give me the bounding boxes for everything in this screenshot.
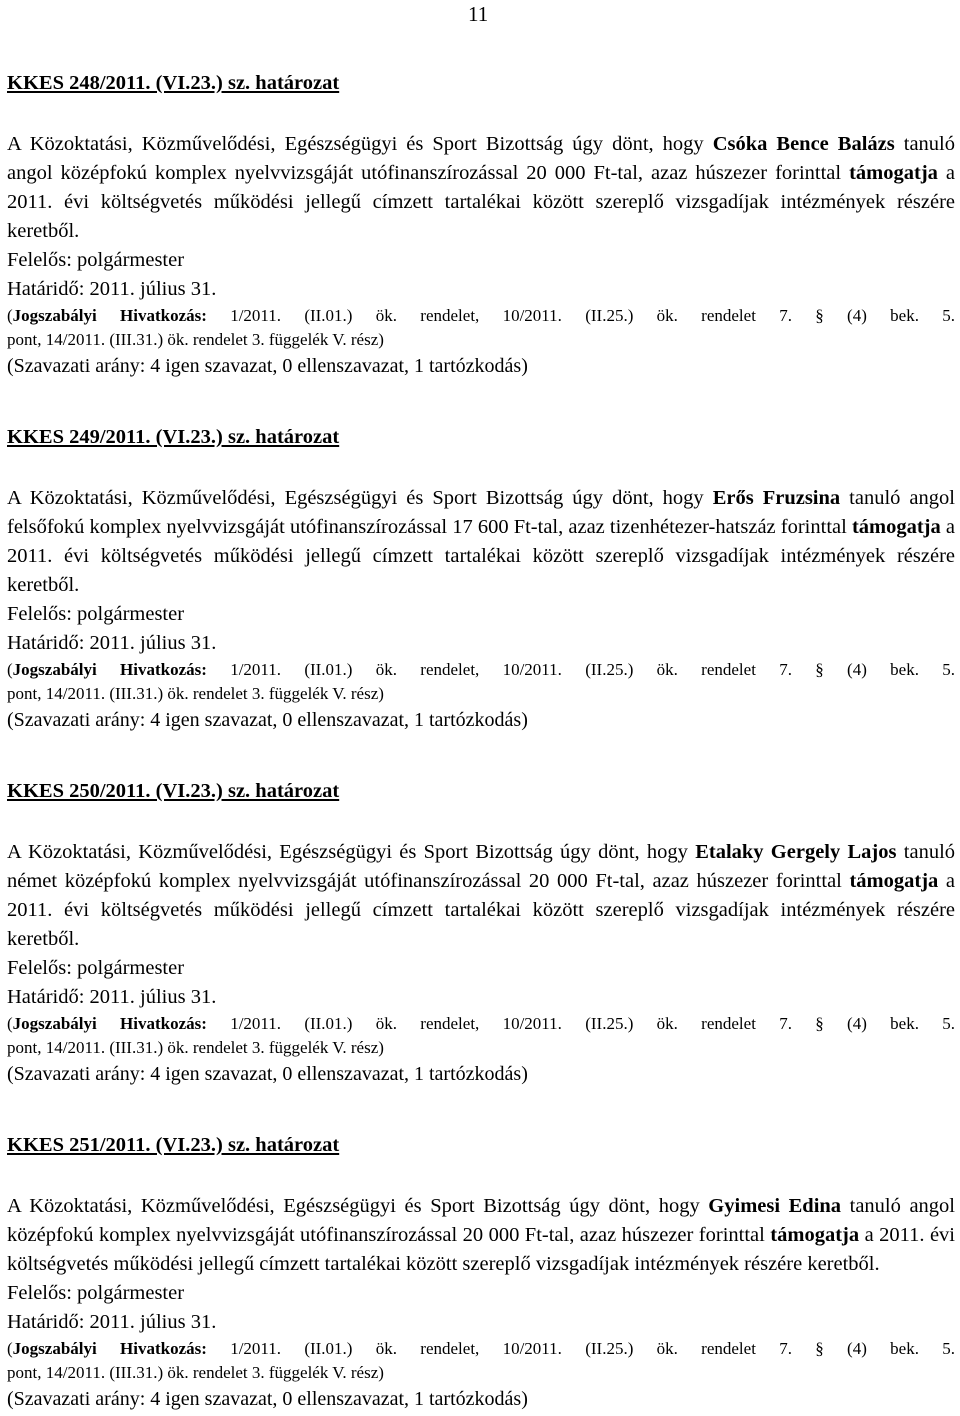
resolution-text — [7, 1192, 955, 1279]
vote-ratio: (Szavazati arány: 4 igen szavazat, 0 ellenszavazat, 1 tartózkodás) — [7, 355, 528, 377]
legal-reference: (Jogszabályi Hivatkozás: 1/2011. (II.01.) ök. rendelet, 10/2011. (II.25.) ök. rendelet 7. § (4) bek. 5. pont, 14/2011. (III.31.) ök. rendelet 3. függelék V. rész) — [7, 658, 955, 706]
vote-ratio: (Szavazati arány: 4 igen szavazat, 0 ellenszavazat, 1 tartózkodás) — [7, 1388, 528, 1410]
body-text: tanuló angol felsőfokú komplex nyelvvizsgáját utófinanszírozással 17 600 Ft-tal, azaz tizenhétezer-hatszáz forinttal — [7, 487, 955, 538]
emphasis-text: Erős Fruzsina — [712, 487, 841, 509]
body-text: a 2011. évi költségvetés működési jellegű címzett tartalékai között szereplő vizsgadíjak intézmények részére keretből. — [7, 1224, 955, 1275]
page-number: 11 — [468, 2, 489, 26]
legal-reference-label: Jogszabályi Hivatkozás: — [12, 660, 207, 679]
body-text: A Közoktatási, Közművelődési, Egészségügyi és Sport Bizottság úgy dönt, hogy — [7, 841, 696, 863]
responsible-line: Felelős: polgármester — [7, 249, 185, 271]
legal-reference-text-1: 1/2011. (II.01.) ök. rendelet, 10/2011. (II.25.) ök. rendelet 7. § (4) bek. 5. — [206, 1339, 955, 1358]
body-text: tanuló angol középfokú komplex nyelvvizsgáját utófinanszírozással 20 000 Ft-tal, azaz húszezer forinttal — [7, 133, 955, 184]
body-text: a 2011. évi költségvetés működési jellegű címzett tartalékai között szereplő vizsgadíjak intézmények részére keretből. — [7, 516, 955, 596]
legal-reference-text-2: pont, 14/2011. (III.31.) ök. rendelet 3. függelék V. rész) — [7, 684, 384, 703]
responsible-line: Felelős: polgármester — [7, 1282, 185, 1304]
legal-reference-label: Jogszabályi Hivatkozás: — [12, 1014, 207, 1033]
responsible-line: Felelős: polgármester — [7, 603, 185, 625]
deadline-line: Határidő: 2011. július 31. — [7, 632, 217, 654]
emphasis-text: támogatja — [770, 1224, 860, 1246]
legal-reference-label: Jogszabályi Hivatkozás: — [12, 306, 207, 325]
emphasis-text: Gyimesi Edina — [708, 1195, 842, 1217]
deadline-line: Határidő: 2011. július 31. — [7, 1311, 217, 1333]
deadline-line: Határidő: 2011. július 31. — [7, 278, 217, 300]
body-text: A Közoktatási, Közművelődési, Egészségügyi és Sport Bizottság úgy dönt, hogy — [7, 487, 713, 509]
legal-reference: (Jogszabályi Hivatkozás: 1/2011. (II.01.) ök. rendelet, 10/2011. (II.25.) ök. rendelet 7. § (4) bek. 5. pont, 14/2011. (III.31.) ök. rendelet 3. függelék V. rész) — [7, 1012, 955, 1060]
resolution-title: KKES 251/2011. (VI.23.) sz. határozat — [7, 1134, 340, 1156]
legal-reference-text-2: pont, 14/2011. (III.31.) ök. rendelet 3. függelék V. rész) — [7, 330, 384, 349]
document-body — [7, 70, 955, 1414]
resolution-title: KKES 248/2011. (VI.23.) sz. határozat — [7, 72, 340, 94]
resolution-title: KKES 250/2011. (VI.23.) sz. határozat — [7, 780, 340, 802]
responsible-line: Felelős: polgármester — [7, 957, 185, 979]
legal-reference-text-1: 1/2011. (II.01.) ök. rendelet, 10/2011. (II.25.) ök. rendelet 7. § (4) bek. 5. — [206, 660, 955, 679]
body-text: A Közoktatási, Közművelődési, Egészségügyi és Sport Bizottság úgy dönt, hogy — [7, 1195, 709, 1217]
vote-ratio: (Szavazati arány: 4 igen szavazat, 0 ellenszavazat, 1 tartózkodás) — [7, 1063, 528, 1085]
emphasis-text: támogatja — [849, 870, 939, 892]
resolution-title: KKES 249/2011. (VI.23.) sz. határozat — [7, 426, 340, 448]
legal-reference: (Jogszabályi Hivatkozás: 1/2011. (II.01.) ök. rendelet, 10/2011. (II.25.) ök. rendelet 7. § (4) bek. 5. pont, 14/2011. (III.31.) ök. rendelet 3. függelék V. rész) — [7, 1337, 955, 1385]
legal-reference: (Jogszabályi Hivatkozás: 1/2011. (II.01.) ök. rendelet, 10/2011. (II.25.) ök. rendelet 7. § (4) bek. 5. pont, 14/2011. (III.31.) ök. rendelet 3. függelék V. rész) — [7, 304, 955, 352]
resolution-block — [7, 70, 955, 381]
legal-reference-text-1: 1/2011. (II.01.) ök. rendelet, 10/2011. (II.25.) ök. rendelet 7. § (4) bek. 5. — [206, 306, 955, 325]
emphasis-text: Csóka Bence Balázs — [712, 133, 895, 155]
deadline-line: Határidő: 2011. július 31. — [7, 986, 217, 1008]
vote-ratio: (Szavazati arány: 4 igen szavazat, 0 ellenszavazat, 1 tartózkodás) — [7, 709, 528, 731]
emphasis-text: támogatja — [851, 516, 941, 538]
legal-reference-label: Jogszabályi Hivatkozás: — [12, 1339, 207, 1358]
resolution-text — [7, 838, 955, 954]
body-text: tanuló angol középfokú komplex nyelvvizsgáját utófinanszírozással 20 000 Ft-tal, azaz húszezer forinttal — [7, 1195, 955, 1246]
resolution-block — [7, 1132, 955, 1414]
body-text: a 2011. évi költségvetés működési jellegű címzett tartalékai között szereplő vizsgadíjak intézmények részére keretből. — [7, 162, 955, 242]
emphasis-text: támogatja — [849, 162, 938, 184]
emphasis-text: Etalaky Gergely Lajos — [695, 841, 897, 863]
legal-reference-text-2: pont, 14/2011. (III.31.) ök. rendelet 3. függelék V. rész) — [7, 1038, 384, 1057]
resolution-block — [7, 778, 955, 1089]
legal-reference-text-2: pont, 14/2011. (III.31.) ök. rendelet 3. függelék V. rész) — [7, 1363, 384, 1382]
legal-reference-text-1: 1/2011. (II.01.) ök. rendelet, 10/2011. (II.25.) ök. rendelet 7. § (4) bek. 5. — [206, 1014, 955, 1033]
resolution-text — [7, 484, 955, 600]
resolution-block — [7, 424, 955, 735]
body-text: tanuló német középfokú komplex nyelvvizsgáját utófinanszírozással 20 000 Ft-tal, azaz húszezer forinttal — [7, 841, 956, 892]
body-text: a 2011. évi költségvetés működési jellegű címzett tartalékai között szereplő vizsgadíjak intézmények részére keretből. — [7, 870, 955, 950]
body-text: A Közoktatási, Közművelődési, Egészségügyi és Sport Bizottság úgy dönt, hogy — [7, 133, 713, 155]
resolution-text — [7, 130, 955, 246]
